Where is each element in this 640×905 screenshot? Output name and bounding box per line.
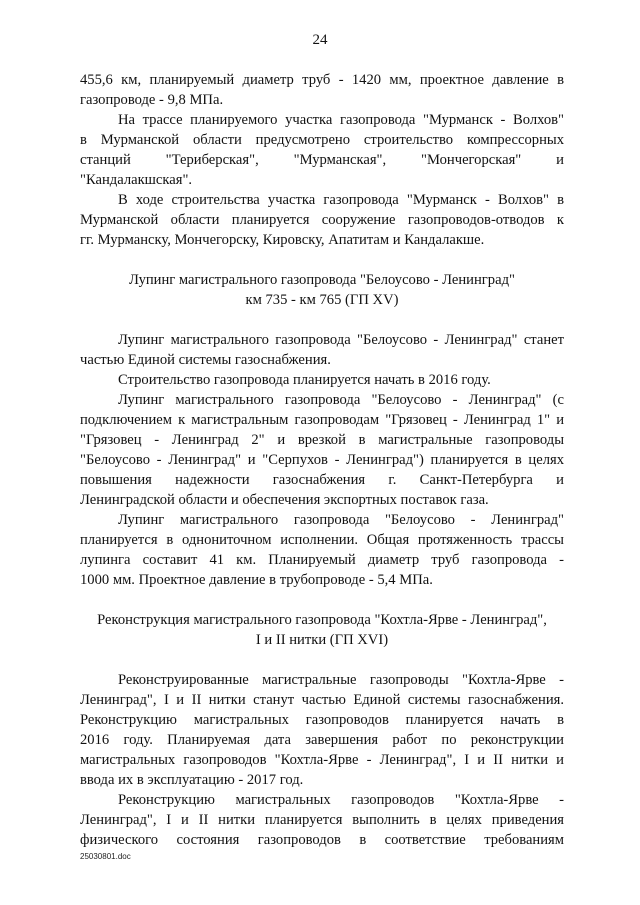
- text-line: Реконструированные магистральные газопроводы "Кохтла-Ярве -: [118, 672, 564, 688]
- page-number: 24: [312, 32, 328, 48]
- paragraph-reconstruction-purpose: [80, 790, 564, 850]
- text-line: 2016 году. Планируемая дата завершения работ по реконструкции: [80, 732, 564, 748]
- text-line: газопроводе - 9,8 МПа.: [80, 92, 224, 108]
- footer-filename: 25030801.doc: [80, 852, 131, 861]
- text-line: Ленинград", I и II нитки планируется выполнить в целях приведения: [80, 812, 564, 828]
- text-line: Реконструкцию магистральных газопроводов планируется начать в: [80, 712, 564, 728]
- text-line: в Мурманской области предусмотрено строительство компрессорных: [80, 132, 564, 148]
- paragraph-construction-start: [80, 370, 564, 390]
- text-line: Ленинград", I и II нитки станут частью Единой системы газоснабжения.: [80, 692, 564, 708]
- paragraph-looping-specs: [80, 510, 564, 590]
- text-line: планируется в однониточном исполнении. Общая протяженность трассы: [80, 532, 564, 548]
- heading-line: Реконструкция магистрального газопровода "Кохтла-Ярве - Ленинград",: [97, 612, 547, 628]
- text-line: Строительство газопровода планируется начать в 2016 году.: [118, 372, 491, 388]
- heading-line: Лупинг магистрального газопровода "Белоусово - Ленинград": [129, 272, 515, 288]
- text-line: "Грязовец - Ленинград 2" и врезкой в магистральные газопроводы: [80, 432, 564, 448]
- paragraph-compressor-stations: [80, 110, 564, 190]
- heading-line: I и II нитки (ГП XVI): [255, 632, 389, 648]
- text-line: 1000 мм. Проектное давление в трубопроводе - 5,4 МПа.: [80, 572, 433, 588]
- text-line: станций "Териберская", "Мурманская", "Мончегорская" и: [80, 152, 564, 168]
- text-line: На трассе планируемого участка газопровода "Мурманск - Волхов": [118, 112, 564, 128]
- text-line: лупинга составит 41 км. Планируемый диаметр труб газопровода -: [80, 552, 564, 568]
- text-line: Ленинградской области и обеспечения экспортных поставок газа.: [80, 492, 489, 508]
- paragraph-continuation: [80, 70, 564, 110]
- text-line: физического состояния газопроводов в соответствие требованиям: [80, 832, 564, 848]
- paragraph-reconstruction-schedule: [80, 670, 564, 790]
- text-line: подключением к магистральным газопроводам "Грязовец - Ленинград 1" и: [80, 412, 564, 428]
- text-line: "Белоусово - Ленинград" и "Серпухов - Ленинград") планируется в целях: [80, 452, 564, 468]
- paragraph-branch-pipelines: [80, 190, 564, 250]
- text-line: частью Единой системы газоснабжения.: [80, 352, 331, 368]
- text-line: Лупинг магистрального газопровода "Белоусово - Ленинград": [118, 512, 564, 528]
- text-line: ввода их в эксплуатацию - 2017 год.: [80, 772, 304, 788]
- text-line: повышения надежности газоснабжения г. Санкт-Петербурга и: [80, 472, 564, 488]
- section-heading-belousovo: [80, 270, 564, 310]
- text-line: Лупинг магистрального газопровода "Белоусово - Ленинград" (с: [118, 392, 564, 408]
- text-line: Лупинг магистрального газопровода "Белоусово - Ленинград" станет: [118, 332, 564, 348]
- document-body: [80, 70, 564, 850]
- text-line: 455,6 км, планируемый диаметр труб - 1420 мм, проектное давление в: [80, 72, 564, 88]
- text-line: "Кандалакшская".: [80, 172, 193, 188]
- paragraph-looping-purpose: [80, 390, 564, 510]
- section-heading-kohtla-jarve: [80, 610, 564, 650]
- text-line: магистральных газопроводов "Кохтла-Ярве - Ленинград", I и II нитки и: [80, 752, 564, 768]
- heading-line: км 735 - км 765 (ГП XV): [245, 292, 399, 308]
- text-line: Реконструкцию магистральных газопроводов "Кохтла-Ярве -: [118, 792, 564, 808]
- paragraph-looping-part-of-system: [80, 330, 564, 370]
- text-line: Мурманской области планируется сооружение газопроводов-отводов к: [80, 212, 564, 228]
- text-line: В ходе строительства участка газопровода "Мурманск - Волхов" в: [118, 192, 564, 208]
- text-line: гг. Мурманску, Мончегорску, Кировску, Апатитам и Кандалакше.: [80, 232, 485, 248]
